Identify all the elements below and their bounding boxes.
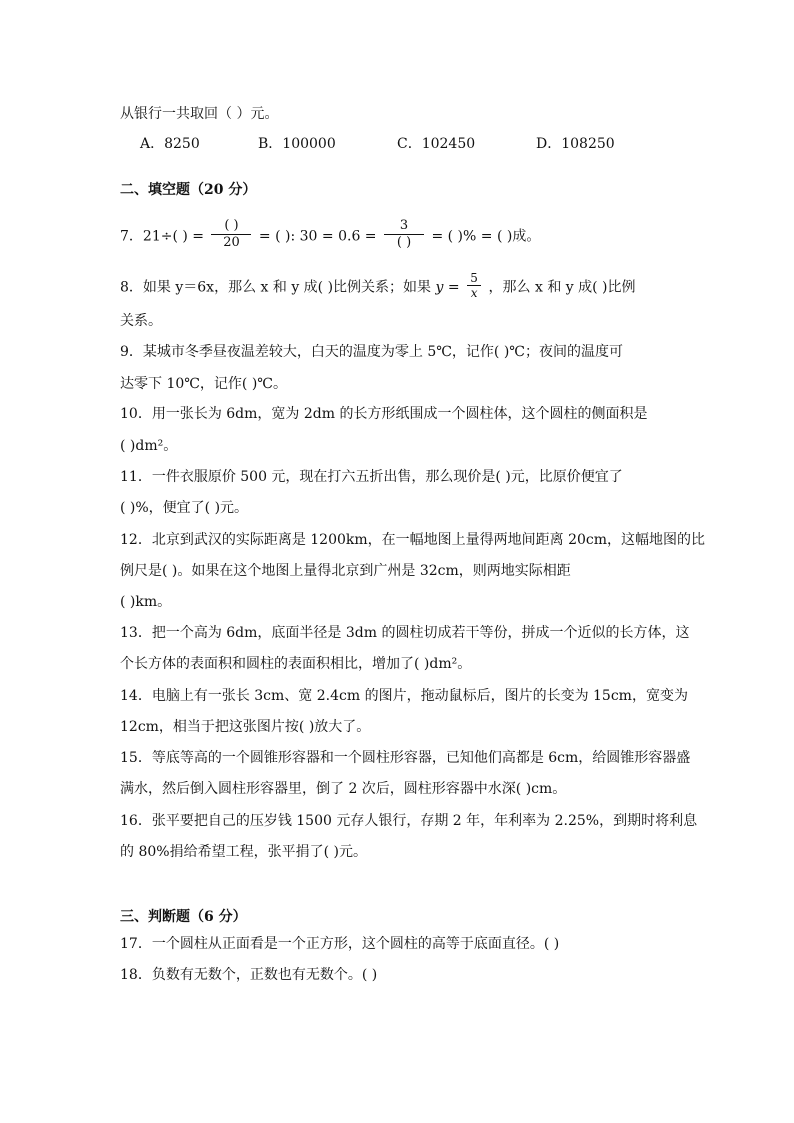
section-3-title: 三、判断题（6 分） xyxy=(120,909,247,925)
q8-fraction xyxy=(467,271,481,300)
q7-start: 7．21÷( ) = xyxy=(120,228,205,245)
q13-line-1: 13．把一个高为 6dm，底面半径是 3dm 的圆柱切成若干等份，拼成一个近似的长方体，这 xyxy=(120,625,690,641)
q11-line-1: 11．一件衣服原价 500 元，现在打六五折出售，那么现价是( )元，比原价便宜了 xyxy=(120,469,623,485)
q8-end: ，那么 x 和 y 成( )比例 xyxy=(488,279,636,296)
q7-end: = ( )% = ( )成。 xyxy=(431,228,541,245)
q7-fraction-1 xyxy=(211,218,251,251)
q13-line-2: 个长方体的表面积和圆柱的表面积相比，增加了( )dm²。 xyxy=(120,656,472,672)
q16-line-2: 的 80%捐给希望工程，张平捐了( )元。 xyxy=(120,844,367,860)
q9-line-2: 达零下 10℃，记作( )℃。 xyxy=(120,376,287,392)
q16-line-1: 16．张平要把自己的压岁钱 1500 元存人银行，存期 2 年，年利率为 2.25%，到期时将利息 xyxy=(120,813,698,829)
q8-fraction-denominator: x xyxy=(470,286,478,300)
q7-fraction-1-numerator: ( ) xyxy=(211,218,251,235)
q6-tail: 从银行一共取回（ ）元。 xyxy=(120,106,279,122)
q10-line-2: ( )dm²。 xyxy=(120,438,178,454)
q17: 17．一个圆柱从正面看是一个正方形，这个圆柱的高等于底面直径。( ) xyxy=(120,936,560,952)
q7-fraction-2-denominator: ( ) xyxy=(396,235,412,250)
q6-option-a: A．8250 xyxy=(140,136,200,152)
q10-line-1: 10．用一张长为 6dm，宽为 2dm 的长方形纸围成一个圆柱体，这个圆柱的侧面积是 xyxy=(120,406,648,422)
q12-line-2: 例尺是( )。如果在这个地图上量得北京到广州是 32cm，则两地实际相距 xyxy=(120,563,571,579)
q7-fraction-2 xyxy=(384,218,424,251)
q6-option-c: C．102450 xyxy=(397,136,476,152)
q6-option-d: D．108250 xyxy=(536,136,615,152)
q15-line-2: 满水，然后倒入圆柱形容器里，倒了 2 次后，圆柱形容器中水深( )cm。 xyxy=(120,781,567,797)
q7 xyxy=(120,220,540,253)
q11-line-2: ( )%，便宜了( )元。 xyxy=(120,500,249,516)
q8-start: 8．如果 y＝6x，那么 x 和 y 成( )比例关系；如果 xyxy=(120,279,432,296)
q15-line-1: 15．等底等高的一个圆锥形容器和一个圆柱形容器，已知他们高都是 6cm，给圆锥形容器盛 xyxy=(120,750,691,766)
q14-line-2: 12cm，相当于把这张图片按( )放大了。 xyxy=(120,719,371,735)
q8 xyxy=(120,273,636,302)
q8-equals: = xyxy=(447,279,460,296)
q7-fraction-2-numerator: 3 xyxy=(384,218,424,235)
section-2-title: 二、填空题（20 分） xyxy=(120,182,257,198)
q8-continuation: 关系。 xyxy=(120,313,162,329)
q12-line-1: 12．北京到武汉的实际距离是 1200km，在一幅地图上量得两地间距离 20cm，这幅地图的比 xyxy=(120,532,706,548)
q7-mid: = ( ): 30 = 0.6 = xyxy=(258,228,377,245)
q6-option-b: B．100000 xyxy=(258,136,336,152)
q7-fraction-1-denominator: 20 xyxy=(223,235,240,250)
q18: 18．负数有无数个，正数也有无数个。( ) xyxy=(120,967,378,983)
q14-line-1: 14．电脑上有一张长 3cm、宽 2.4cm 的图片，拖动鼠标后，图片的长变为 15cm，宽变为 xyxy=(120,688,688,704)
q12-line-3: ( )km。 xyxy=(120,594,172,610)
q9-line-1: 9．某城市冬季昼夜温差较大，白天的温度为零上 5℃，记作( )℃；夜间的温度可 xyxy=(120,344,623,360)
q8-variable-y: y xyxy=(435,279,444,296)
q8-fraction-numerator: 5 xyxy=(467,271,481,286)
